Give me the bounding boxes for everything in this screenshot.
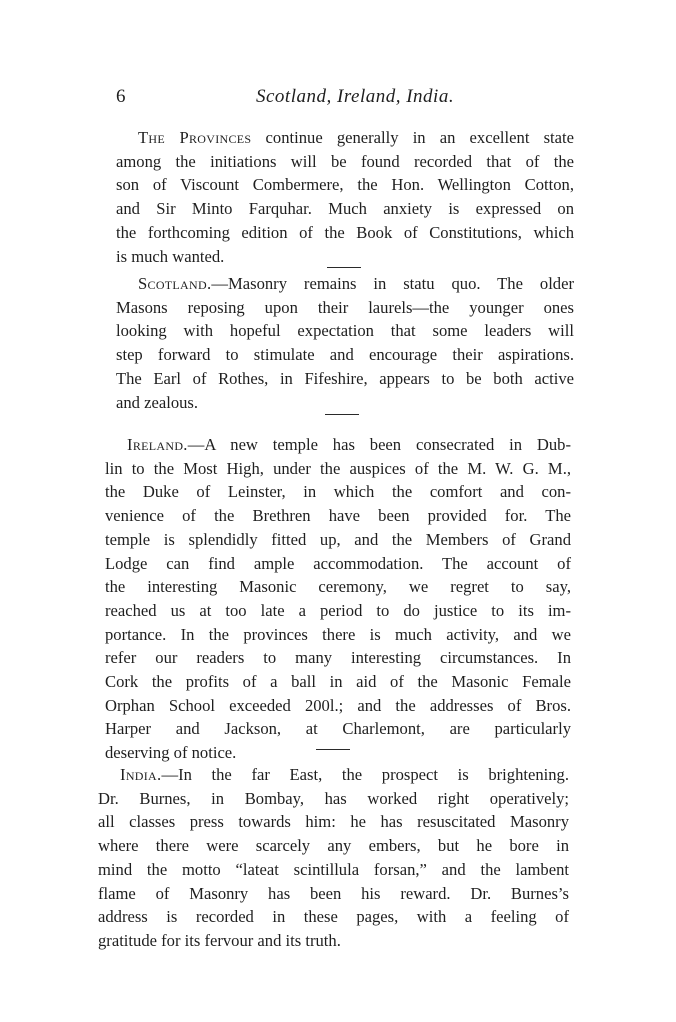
paragraph-line: venience of the Brethren have been provided for. The — [105, 506, 571, 526]
paragraph-line: flame of Masonry has been his reward. Dr. Burnes’s — [98, 883, 569, 903]
paragraph-line: mind the motto “lateat scintillula forsan,” and the lambent — [98, 859, 569, 879]
paragraph-line: the interesting Masonic ceremony, we regret to say, — [105, 577, 571, 597]
scotland-paragraph — [116, 272, 574, 414]
running-head — [116, 86, 586, 110]
paragraph-line: and zealous. — [116, 392, 199, 412]
paragraph-line: son of Viscount Combermere, the Hon. Wellington Cotton, — [116, 175, 574, 195]
section-divider — [327, 267, 361, 268]
paragraph-line: Lodge can find ample accommodation. The account of — [105, 553, 571, 573]
paragraph-line: and Sir Minto Farquhar. Much anxiety is expressed on — [116, 199, 574, 219]
paragraph-line: step forward to stimulate and encourage their aspirations. — [116, 345, 574, 365]
paragraph-line: temple is splendidly fitted up, and the Members of Grand — [105, 529, 571, 549]
paragraph-line — [116, 126, 574, 150]
paragraph-line: Harper and Jackson, at Charlemont, are particularly — [105, 719, 571, 739]
paragraph-line: reached us at too late a period to do justice to its im- — [105, 600, 571, 620]
section-lead: Ireland. — [127, 435, 188, 454]
section-lead: India. — [120, 765, 162, 784]
paragraph-line — [98, 763, 569, 787]
paragraph-line: Cork the profits of a ball in aid of the Masonic Female — [105, 672, 571, 692]
running-title: Scotland, Ireland, India. — [256, 86, 455, 107]
section-lead: The Provinces — [138, 128, 252, 147]
line-text: —In the far East, the prospect is brightening. — [161, 765, 569, 784]
paragraph-line: gratitude for its fervour and its truth. — [98, 930, 341, 950]
paragraph-line: The Earl of Rothes, in Fifeshire, appears to be both active — [116, 368, 574, 388]
paragraph-line: among the initiations will be found recorded that of the — [116, 151, 574, 171]
paragraph-line: Masons reposing upon their laurels—the younger ones — [116, 297, 574, 317]
paragraph-line: portance. In the provinces there is much activity, and we — [105, 624, 571, 644]
paragraph-line — [105, 433, 571, 457]
paragraph-line: all classes press towards him: he has resuscitated Masonry — [98, 812, 569, 832]
paragraph-line: the forthcoming edition of the Book of Constitutions, which — [116, 222, 574, 242]
section-lead: Scotland. — [138, 274, 212, 293]
india-paragraph — [98, 763, 569, 953]
paragraph-line: lin to the Most High, under the auspices of the M. W. G. M., — [105, 458, 571, 478]
paragraph-line: where there were scarcely any embers, but he bore in — [98, 836, 569, 856]
paragraph-line: is much wanted. — [116, 246, 225, 266]
paragraph-line: Dr. Burnes, in Bombay, has worked right operatively; — [98, 788, 569, 808]
ireland-paragraph — [105, 433, 571, 765]
section-divider — [325, 414, 359, 415]
paragraph-line — [116, 272, 574, 296]
paragraph-line: address is recorded in these pages, with a feeling of — [98, 907, 569, 927]
paragraph-line: the Duke of Leinster, in which the comfort and con- — [105, 482, 571, 502]
page-number: 6 — [116, 86, 126, 107]
paragraph-line: looking with hopeful expectation that some leaders will — [116, 321, 574, 341]
line-text: continue generally in an excellent state — [265, 128, 574, 147]
line-text: —A new temple has been consecrated in Dub- — [187, 435, 571, 454]
paragraph-line: Orphan School exceeded 200l.; and the addresses of Bros. — [105, 695, 571, 715]
line-text: —Masonry remains in statu quo. The older — [211, 274, 574, 293]
section-divider — [316, 749, 350, 750]
paragraph-line: refer our readers to many interesting circumstances. In — [105, 648, 571, 668]
paragraph-line: deserving of notice. — [105, 743, 237, 763]
provinces-paragraph — [116, 126, 574, 268]
